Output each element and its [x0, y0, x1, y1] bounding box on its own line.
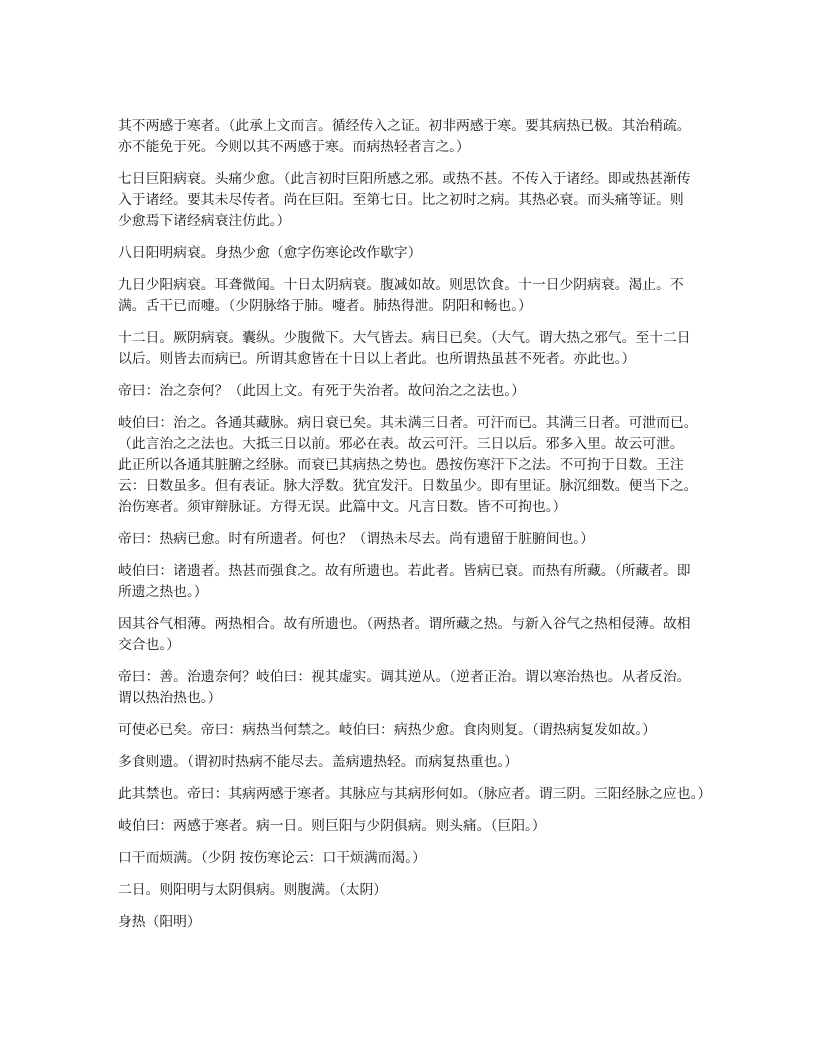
paragraph [118, 912, 718, 933]
paragraph [118, 381, 718, 402]
paragraph [118, 752, 718, 773]
text-line: 十二日。厥阴病衰。囊纵。少腹微下。大气皆去。病日已矣。（大气。谓大热之邪气。至十二日 [118, 330, 691, 346]
text-line: 云：日数虽多。但有表证。脉大浮数。犹宜发汗。日数虽少。即有里证。脉沉细数。便当下之。 [118, 478, 698, 494]
text-line: 帝曰：热病已愈。时有所遗者。何也？（谓热未尽去。尚有遗留于脏腑间也。） [118, 531, 594, 547]
paragraph [118, 328, 718, 370]
paragraph [118, 561, 718, 603]
text-line: （此言治之之法也。大抵三日以前。邪必在表。故云可汗。三日以后。邪多入里。故云可泄。 [118, 436, 684, 452]
text-line: 因其谷气相薄。两热相合。故有所遗也。（两热者。谓所藏之热。与新入谷气之热相侵薄。故相 [118, 616, 691, 632]
paragraph [118, 169, 718, 232]
text-line: 身热（阳明） [118, 914, 201, 930]
paragraph [118, 116, 718, 158]
text-line: 入于诸经。要其未尽传者。尚在巨阳。至第七日。比之初时之病。其热必衰。而头痛等证。则 [118, 192, 684, 208]
paragraph [118, 243, 718, 264]
text-line: 帝曰：治之奈何？（此因上文。有死于失治者。故问治之之法也。） [118, 383, 526, 399]
text-line: 九日少阳病衰。耳聋微闻。十日太阴病衰。腹减如故。则思饮食。十一日少阴病衰。渴止。不 [118, 277, 684, 293]
text-line: 少愈焉下诸经病衰注仿此。） [118, 213, 291, 229]
text-line: 以后。则皆去而病已。所谓其愈皆在十日以上者此。也所谓热虽甚不死者。亦此也。） [118, 351, 636, 367]
text-line: 岐伯曰：治之。各通其藏脉。病日衰已矣。其未满三日者。可汗而已。其满三日者。可泄而已。 [118, 415, 698, 431]
text-line: 口干而烦满。（少阴 按伤寒论云：口干烦满而渴。） [118, 850, 426, 866]
text-line: 交合也。） [118, 637, 181, 653]
text-line: 八日阳明病衰。身热少愈（愈字伤寒论改作歇字） [118, 245, 422, 261]
text-line: 谓以热治热也。） [118, 690, 222, 706]
paragraph [118, 667, 718, 709]
paragraph [118, 720, 718, 741]
text-line: 可使必已矣。帝曰：病热当何禁之。岐伯曰：病热少愈。食肉则复。（谓热病复发如故。） [118, 722, 657, 738]
text-line: 岐伯曰：两感于寒者。病一日。则巨阳与少阴俱病。则头痛。（巨阳。） [118, 818, 546, 834]
paragraph [118, 816, 718, 837]
paragraph [118, 880, 718, 901]
paragraph [118, 275, 718, 317]
paragraph [118, 614, 718, 656]
document-page [118, 116, 718, 944]
text-line: 岐伯曰：诸遗者。热甚而强食之。故有所遗也。若此者。皆病已衰。而热有所藏。（所藏者。即 [118, 563, 691, 579]
paragraph [118, 848, 718, 869]
text-line: 帝曰：善。治遗奈何？岐伯曰：视其虚实。调其逆从。（逆者正治。谓以寒治热也。从者反治。 [118, 669, 691, 685]
text-line: 其不两感于寒者。（此承上文而言。循经传入之证。初非两感于寒。要其病热已极。其治稍疏。 [118, 118, 691, 134]
text-line: 治伤寒者。须审辩脉证。方得无误。此篇中文。凡言日数。皆不可拘也。） [118, 499, 567, 515]
text-line: 七日巨阳病衰。头痛少愈。（此言初时巨阳所感之邪。或热不甚。不传入于诸经。即或热甚渐传 [118, 171, 691, 187]
text-line: 亦不能免于死。今则以其不两感于寒。而病热轻者言之。） [118, 139, 470, 155]
text-line: 所遗之热也。） [118, 584, 208, 600]
text-line: 满。舌干已而嚏。（少阴脉络于肺。嚏者。肺热得泄。阴阳和畅也。） [118, 298, 532, 314]
text-line: 此正所以各通其脏腑之经脉。而衰已其病热之势也。愚按伤寒汗下之法。不可拘于日数。王注 [118, 457, 684, 473]
text-line: 二日。则阳明与太阴俱病。则腹满。（太阴） [118, 882, 388, 898]
paragraph [118, 784, 718, 805]
text-line: 此其禁也。帝曰：其病两感于寒者。其脉应与其病形何如。（脉应者。谓三阴。三阳经脉之应也。） [118, 786, 712, 802]
paragraph [118, 529, 718, 550]
paragraph [118, 413, 718, 518]
text-line: 多食则遗。（谓初时热病不能尽去。盖病遗热轻。而病复热重也。） [118, 754, 519, 770]
